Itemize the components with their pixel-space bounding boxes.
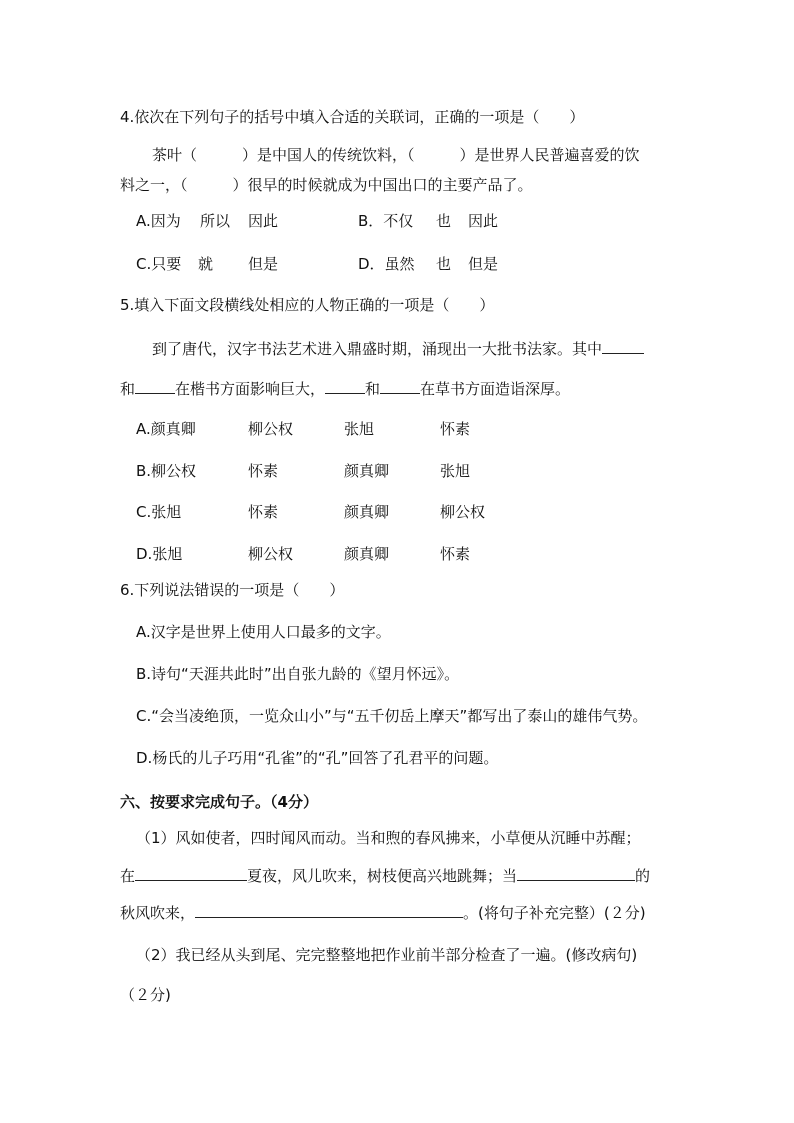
item2-line2: （２分) — [120, 986, 171, 1004]
q5-passage-text: 在楷书方面影响巨大， — [175, 380, 326, 398]
q4-passage-line2: 料之一，（ ）很早的时候就成为中国出口的主要产品了。 — [120, 176, 533, 194]
item1-text: 夏夜，风儿吹来，树枝便高兴地跳舞；当 — [247, 867, 518, 885]
q6-option-c: C.“会当凌绝顶，一览众山小”与“五千仞岳上摩天”都写出了泰山的雄伟气势。 — [136, 707, 648, 725]
q5-question: 5.填入下面文段横线处相应的人物正确的一项是（ ） — [120, 296, 495, 314]
q4-option-d-1: D．虽然 — [358, 255, 415, 273]
q5-passage-line1 — [152, 338, 644, 359]
q4-option-b-2: 也 — [436, 212, 452, 230]
q5-option-cell: D.张旭 — [136, 545, 183, 563]
item1-line2 — [120, 865, 650, 886]
q5-option-cell: 柳公权 — [248, 420, 294, 438]
q6-question: 6.下列说法错误的一项是（ ） — [120, 581, 345, 599]
q5-option-cell: 颜真卿 — [344, 503, 390, 521]
answer-blank[interactable] — [195, 902, 463, 918]
q4-option-d-2: 也 — [436, 255, 452, 273]
q5-option-cell: 颜真卿 — [344, 462, 390, 480]
q6-option-d: D.杨氏的儿子巧用“孔雀”的“孔”回答了孔君平的问题。 — [136, 749, 499, 767]
item1-text: 在 — [120, 867, 136, 885]
answer-blank[interactable] — [135, 378, 175, 394]
answer-blank[interactable] — [517, 865, 635, 881]
q6-option-a: A.汉字是世界上使用人口最多的文字。 — [136, 623, 391, 641]
q4-option-a-2: 所以 — [200, 212, 231, 230]
q4-option-c-1: C.只要 — [136, 255, 182, 273]
item2-line1: （2）我已经从头到尾、完完整整地把作业前半部分检查了一遍。(修改病句) — [136, 946, 638, 964]
q5-passage-text: 和 — [365, 380, 381, 398]
item1-line3 — [120, 902, 646, 923]
q5-passage-text: 在草书方面造诣深厚。 — [420, 380, 571, 398]
q5-option-cell: 怀素 — [248, 462, 279, 480]
q6-option-b: B.诗句“天涯共此时”出自张九龄的《望月怀远》。 — [136, 665, 460, 683]
q4-option-c-2: 就 — [198, 255, 214, 273]
q5-option-cell: 怀素 — [440, 545, 471, 563]
q4-option-a-1: A.因为 — [136, 212, 181, 230]
q5-option-cell: 张旭 — [344, 420, 375, 438]
q4-option-b-3: 因此 — [468, 212, 499, 230]
q5-passage-text: 到了唐代，汉字书法艺术进入鼎盛时期，涌现出一大批书法家。其中 — [152, 340, 603, 358]
q5-option-cell: 柳公权 — [440, 503, 486, 521]
answer-blank[interactable] — [602, 338, 644, 354]
q5-option-cell: 柳公权 — [248, 545, 294, 563]
q4-passage-line1: 茶叶（ ）是中国人的传统饮料，（ ）是世界人民普遍喜爱的饮 — [152, 146, 640, 164]
q4-question: 4.依次在下列句子的括号中填入合适的关联词，正确的一项是（ ） — [120, 108, 585, 126]
q5-option-cell: 怀素 — [248, 503, 279, 521]
item1-text: 秋风吹来， — [120, 904, 196, 922]
q4-option-c-3: 但是 — [248, 255, 279, 273]
item1-text: 的 — [635, 867, 651, 885]
q5-option-cell: 张旭 — [440, 462, 471, 480]
answer-blank[interactable] — [380, 378, 420, 394]
item1-text: 。(将句子补充完整）(２分) — [463, 904, 646, 922]
q4-option-b-1: B．不仅 — [358, 212, 414, 230]
item1-line1: （1）风如使者，四时闻风而动。当和煦的春风拂来，小草便从沉睡中苏醒； — [136, 829, 641, 847]
q4-option-d-3: 但是 — [468, 255, 499, 273]
q5-passage-text: 和 — [120, 380, 136, 398]
q5-option-cell: C.张旭 — [136, 503, 182, 521]
q5-option-cell: A.颜真卿 — [136, 420, 196, 438]
q5-option-cell: B.柳公权 — [136, 462, 197, 480]
q5-passage-line2 — [120, 378, 570, 399]
answer-blank[interactable] — [325, 378, 365, 394]
section-heading: 六、按要求完成句子。（4分） — [120, 793, 318, 811]
q5-option-cell: 颜真卿 — [344, 545, 390, 563]
q5-option-cell: 怀素 — [440, 420, 471, 438]
answer-blank[interactable] — [135, 865, 247, 881]
q4-option-a-3: 因此 — [248, 212, 279, 230]
